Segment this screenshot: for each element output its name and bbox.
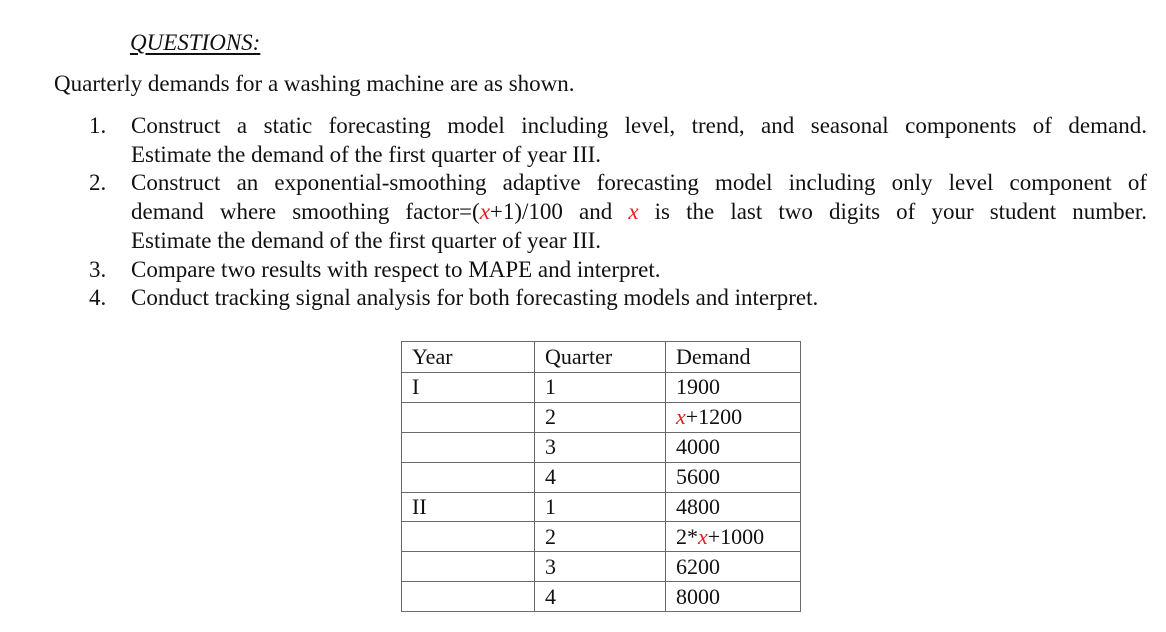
cell-demand <box>666 432 801 462</box>
cell-year <box>402 522 535 552</box>
question-3 <box>89 256 1147 285</box>
demand-value: 6200 <box>676 553 720 579</box>
question-text: Estimate the demand of the first quarter of year III. <box>131 141 602 167</box>
demand-value: 8000 <box>676 583 720 609</box>
table-row <box>402 462 801 492</box>
cell-quarter: 4 <box>535 582 666 612</box>
variable-x: x <box>628 199 639 225</box>
cell-demand <box>666 582 801 612</box>
question-number: 3. <box>89 256 107 282</box>
demand-value: +1000 <box>707 523 765 549</box>
question-1 <box>89 112 1147 169</box>
page-heading: QUESTIONS: <box>130 30 261 55</box>
cell-quarter: 3 <box>535 432 666 462</box>
question-text: Conduct tracking signal analysis for both forecasting models and interpret. <box>131 285 819 311</box>
question-number: 4. <box>89 285 107 311</box>
cell-quarter: 1 <box>535 373 666 403</box>
text-segment: is the last two digits of your student number. <box>638 199 1147 225</box>
question-4 <box>89 284 1147 313</box>
cell-year <box>402 462 535 492</box>
cell-quarter: 3 <box>535 552 666 582</box>
question-text: Construct a static forecasting model including level, trend, and seasonal components of demand. <box>131 113 1147 138</box>
text-segment: +1)/100 and <box>489 199 629 225</box>
question-number: 1. <box>89 113 107 138</box>
variable-x: x <box>479 199 490 225</box>
demand-value: +1200 <box>685 404 743 430</box>
question-text: Construct an exponential-smoothing adaptive forecasting model including only level component of <box>131 170 1147 196</box>
cell-year <box>402 402 535 432</box>
column-header-demand: Demand <box>666 342 801 373</box>
question-list <box>89 112 1147 313</box>
table-row <box>402 492 801 522</box>
cell-demand <box>666 462 801 492</box>
demand-value: 4800 <box>676 494 720 519</box>
table-row <box>402 402 801 432</box>
cell-demand <box>666 522 801 552</box>
cell-quarter: 2 <box>535 402 666 432</box>
column-header-quarter: Quarter <box>535 342 666 373</box>
question-text <box>131 198 1147 227</box>
question-number: 2. <box>89 170 107 196</box>
cell-year: II <box>402 492 535 522</box>
cell-demand <box>666 552 801 582</box>
table-row <box>402 522 801 552</box>
table-header-row <box>402 342 801 373</box>
cell-quarter: 2 <box>535 522 666 552</box>
table-body <box>402 373 801 612</box>
cell-year: I <box>402 373 535 403</box>
demand-value: 1900 <box>676 374 720 400</box>
cell-year <box>402 582 535 612</box>
table-row <box>402 432 801 462</box>
cell-demand <box>666 492 801 522</box>
question-text: Estimate the demand of the first quarter of year III. <box>131 227 602 253</box>
text-segment: demand where smoothing factor=( <box>131 199 480 225</box>
table-row <box>402 552 801 582</box>
question-2 <box>89 169 1147 255</box>
cell-year <box>402 552 535 582</box>
demand-value: 5600 <box>676 464 720 490</box>
cell-demand <box>666 373 801 403</box>
variable-x: x <box>698 523 708 549</box>
intro-text: Quarterly demands for a washing machine are as shown. <box>54 71 575 96</box>
cell-year <box>402 432 535 462</box>
demand-table <box>401 341 801 612</box>
table-row <box>402 373 801 403</box>
demand-value: 4000 <box>676 434 720 460</box>
demand-value: 2* <box>676 523 698 549</box>
table-row <box>402 582 801 612</box>
cell-demand <box>666 402 801 432</box>
cell-quarter: 1 <box>535 492 666 522</box>
variable-x: x <box>676 404 686 430</box>
question-text: Compare two results with respect to MAPE and interpret. <box>131 256 661 282</box>
cell-quarter: 4 <box>535 462 666 492</box>
column-header-year: Year <box>402 342 535 373</box>
